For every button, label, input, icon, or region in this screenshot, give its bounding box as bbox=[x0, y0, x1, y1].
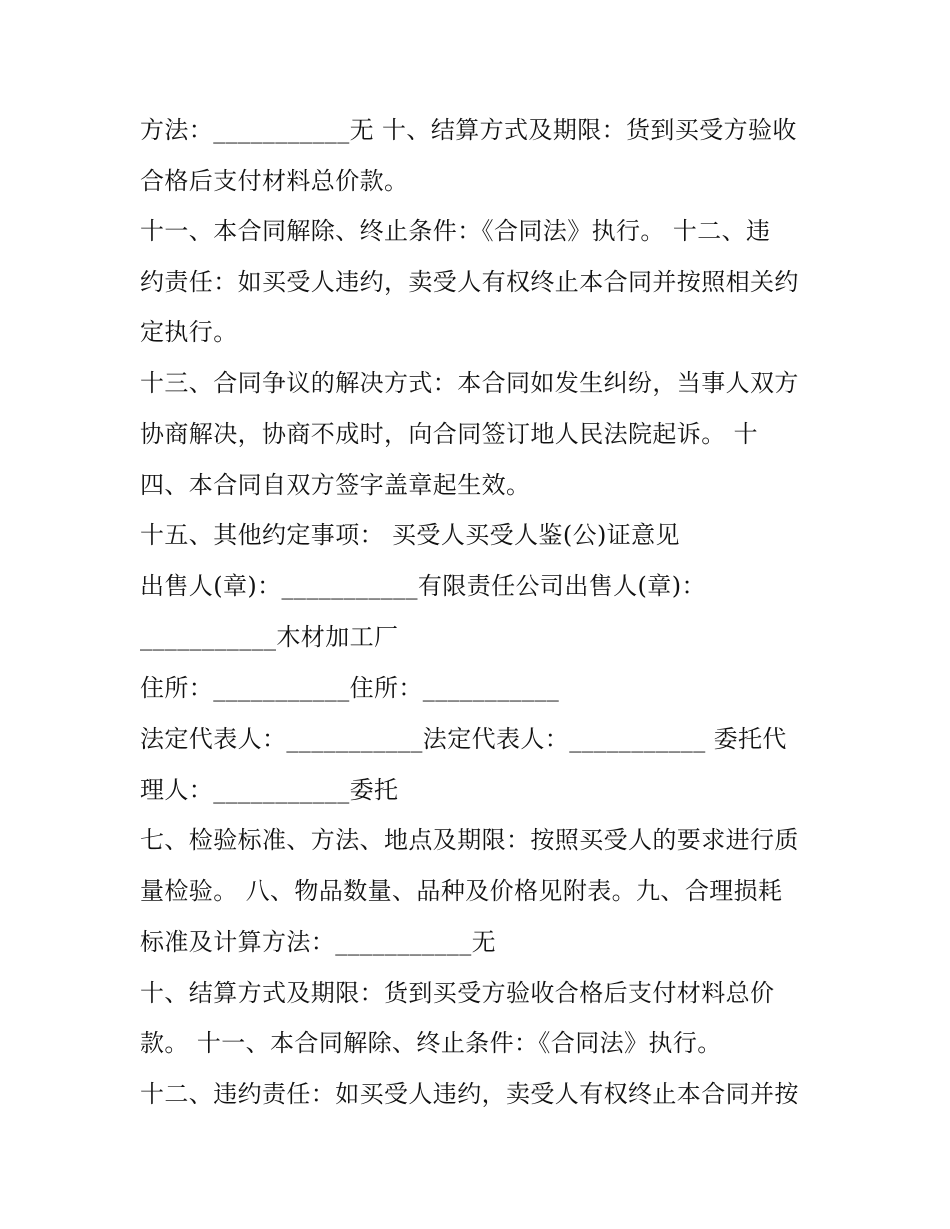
text-line: 十、结算方式及期限：货到买受方验收合格后支付材料总价 bbox=[140, 979, 775, 1007]
text-line: 十三、合同争议的解决方式：本合同如发生纠纷，当事人双方 bbox=[140, 369, 799, 397]
text-line: 款。 十一、本合同解除、终止条件：《合同法》执行。 bbox=[140, 1029, 722, 1057]
text-line: 出售人(章)：___________有限责任公司出售人(章)： bbox=[140, 572, 706, 600]
text-line: 协商解决，协商不成时，向合同签订地人民法院起诉。 十 bbox=[140, 420, 759, 448]
text-line: 理人：___________委托 bbox=[140, 776, 399, 804]
text-line: 十一、本合同解除、终止条件：《合同法》执行。 十二、违 bbox=[140, 217, 771, 245]
text-line: 四、本合同自双方签字盖章起生效。 bbox=[140, 471, 531, 499]
text-line: 合格后支付材料总价款。 bbox=[140, 167, 409, 195]
text-line: 法定代表人：___________法定代表人：___________ 委托代 bbox=[140, 725, 787, 753]
text-line: 量检验。 八、物品数量、品种及价格见附表。九、合理损耗 bbox=[140, 877, 783, 905]
text-line: 标准及计算方法：___________无 bbox=[140, 928, 496, 956]
text-line: 七、检验标准、方法、地点及期限：按照买受人的要求进行质 bbox=[140, 826, 799, 854]
text-line: 十二、违约责任：如买受人违约，卖受人有权终止本合同并按 bbox=[140, 1080, 799, 1108]
text-line: 十五、其他约定事项： 买受人买受人鉴(公)证意见 bbox=[140, 521, 680, 549]
text-line: 定执行。 bbox=[140, 318, 238, 346]
text-line: 方法：___________无 十、结算方式及期限：货到买受方验收 bbox=[140, 116, 797, 144]
text-line: 住所：___________住所：___________ bbox=[140, 674, 560, 702]
text-line: 约责任：如买受人违约，卖受人有权终止本合同并按照相关约 bbox=[140, 268, 799, 296]
text-line: ___________木材加工厂 bbox=[140, 623, 399, 651]
